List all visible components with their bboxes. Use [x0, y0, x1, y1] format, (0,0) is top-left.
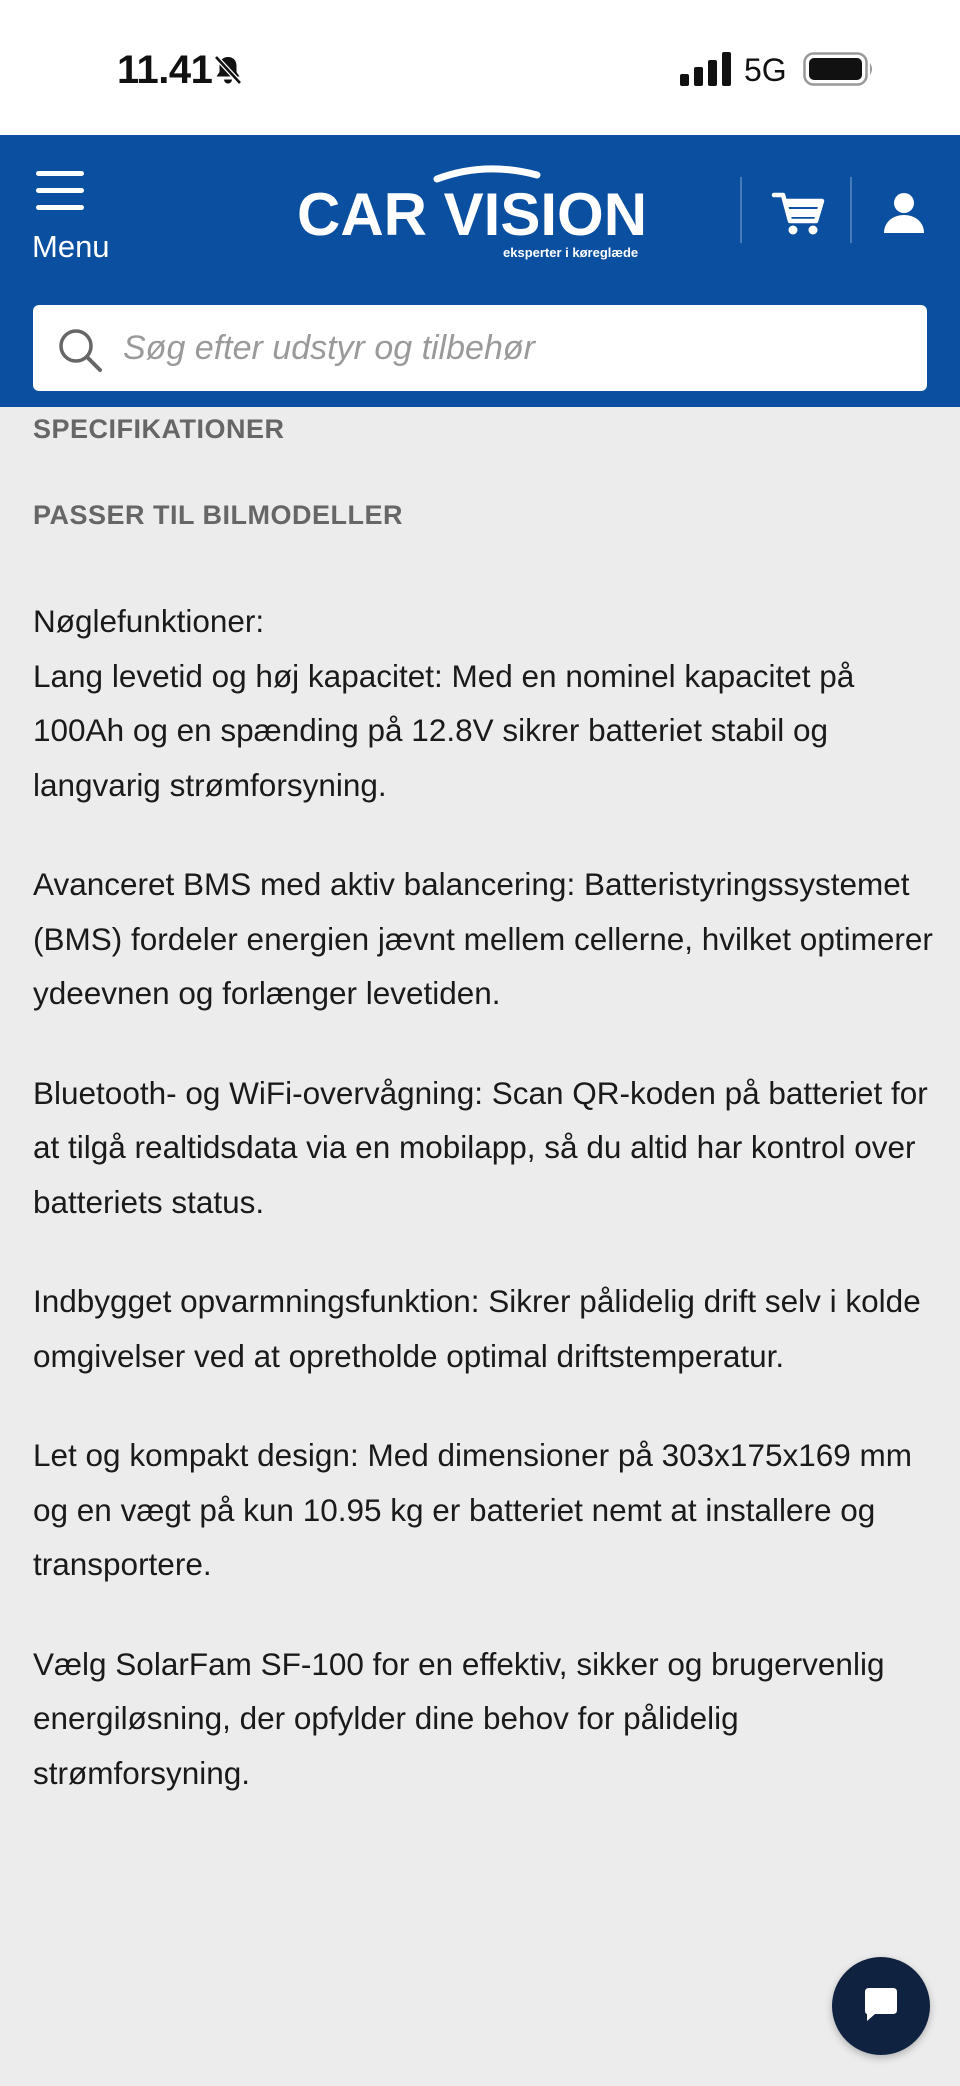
search-icon — [55, 325, 105, 375]
search-input[interactable] — [123, 305, 913, 391]
product-description — [33, 594, 933, 1800]
hamburger-icon — [36, 171, 84, 211]
description-heading: Nøglefunktioner: — [33, 603, 265, 639]
description-paragraph: Let og kompakt design: Med dimensioner på 303x175x169 mm og en vægt på kun 10.95 kg er batteriet nemt at installere og transportere. — [33, 1437, 913, 1582]
status-bar — [0, 0, 960, 135]
description-paragraph: Indbygget opvarmningsfunktion: Sikrer pålidelig drift selv i kolde omgivelser ved at opretholde optimal driftstemperatur. — [33, 1283, 921, 1374]
description-paragraph: Avanceret BMS med aktiv balancering: Batteristyringssystemet (BMS) fordeler energien jævnt mellem cellerne, hvilket optimerer ydeevnen og forlænger levetiden. — [33, 866, 933, 1011]
user-icon[interactable] — [880, 189, 928, 237]
status-time: 11.41 — [117, 48, 213, 92]
menu-label-wrap[interactable] — [32, 229, 110, 265]
description-paragraph: Bluetooth- og WiFi-overvågning: Scan QR-koden på batteriet for at tilgå realtidsdata via en mobilapp, så du altid har kontrol over batteriets status. — [33, 1074, 928, 1220]
cart-icon[interactable] — [770, 185, 826, 241]
network-label: 5G — [744, 52, 787, 88]
header-divider — [740, 177, 742, 243]
signal-icon — [680, 52, 732, 86]
chat-button[interactable] — [832, 1957, 930, 2055]
tab-fits-models[interactable]: PASSER TIL BILMODELLER — [33, 500, 404, 530]
site-header — [0, 135, 960, 407]
chat-bubble-icon — [859, 1984, 903, 2028]
description-paragraph: Vælg SolarFam SF-100 for en effektiv, sikker og brugervenlig energiløsning, der opfylder dine behov for pålidelig strømforsyning. — [33, 1645, 885, 1791]
menu-label: Menu — [32, 229, 110, 264]
logo[interactable] — [297, 165, 663, 265]
header-divider — [850, 177, 852, 243]
logo-tagline: eksperter i køreglæde — [503, 245, 639, 260]
search-box[interactable] — [33, 305, 927, 391]
tab-specifications[interactable]: SPECIFIKATIONER — [33, 414, 285, 444]
battery-icon — [803, 52, 875, 86]
bell-slash-icon — [210, 52, 246, 88]
description-paragraph: Lang levetid og høj kapacitet: Med en nominel kapacitet på 100Ah og en spænding på 12.8V sikrer batteriet stabil og langvarig strømforsyning. — [33, 657, 855, 803]
logo-text: CAR VISION — [297, 181, 648, 248]
